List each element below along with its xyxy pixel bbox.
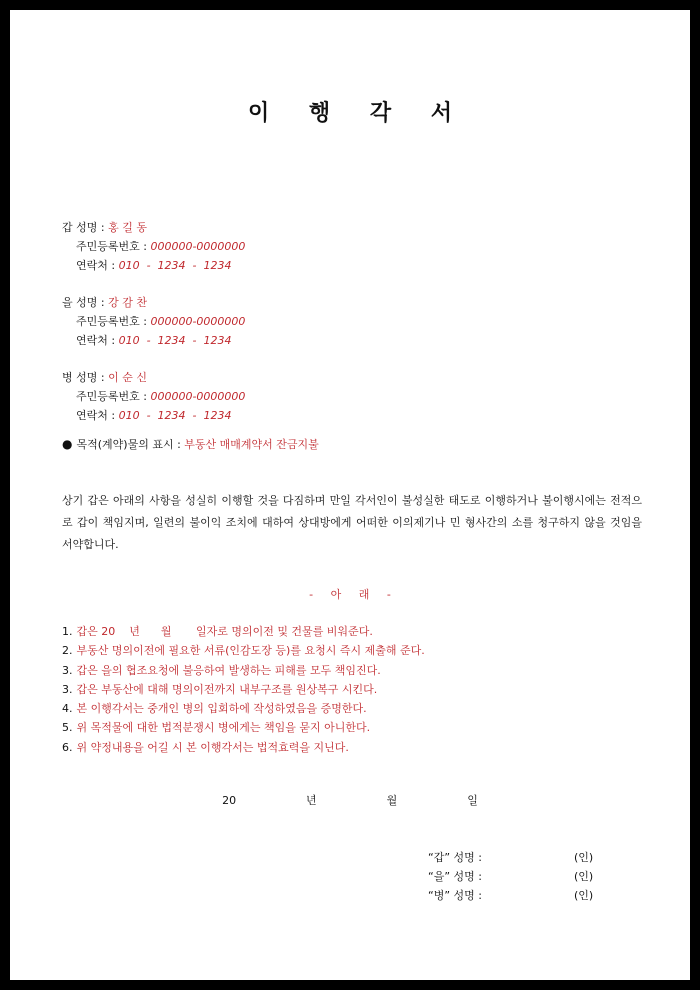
list-item: 4. 본 이행각서는 중개인 병의 입회하에 작성하였음을 증명한다.	[62, 702, 367, 716]
signature-row	[428, 886, 604, 905]
signature-row	[428, 867, 604, 886]
pledge-paragraph: 상기 갑은 아래의 사항을 성실히 이행할 것을 다짐하며 만일 각서인이 불성실한 태도로 이행하거나 불이행시에는 전적으로 갑이 책임지며, 일련의 불이익 조치에 대하여 상대방에게 어떠한 이의제기나 민 형사간의 소를 청구하지 않을 것임을 서약합니다.	[62, 494, 642, 551]
party-id-line	[62, 237, 245, 256]
party-name-label: 갑 성명 :	[62, 221, 109, 234]
signature-block	[428, 848, 604, 905]
signature-label: “병” 성명 :	[428, 889, 482, 902]
party-name-label: 을 성명 :	[62, 296, 109, 309]
seal-mark: (인)	[574, 851, 594, 864]
party-id-number: 000000-0000000	[150, 240, 246, 253]
party-eul	[62, 293, 245, 350]
party-contact-label: 연락처 :	[76, 334, 119, 347]
party-id-label: 주민등록번호 :	[76, 315, 151, 328]
bullet-icon: ●	[62, 437, 73, 451]
list-item: 1. 갑은 20 년 월 일자로 명의이전 및 건물를 비워준다.	[62, 625, 373, 638]
party-id-label: 주민등록번호 :	[76, 390, 151, 403]
purpose-line	[62, 436, 319, 452]
terms-list	[62, 622, 425, 757]
party-id-line	[62, 312, 245, 331]
document-page	[10, 10, 690, 980]
party-contact: 010 - 1234 - 1234	[118, 334, 232, 347]
list-item: 3. 갑은 을의 협조요청에 불응하여 발생하는 피해를 모두 책임진다.	[62, 663, 381, 677]
signature-label: “을” 성명 :	[428, 870, 482, 883]
party-contact-label: 연락처 :	[76, 409, 119, 422]
party-id-number: 000000-0000000	[150, 390, 246, 403]
party-id-number: 000000-0000000	[150, 315, 246, 328]
party-contact: 010 - 1234 - 1234	[118, 259, 232, 272]
section-heading: - 아 래 -	[309, 588, 391, 601]
party-contact-line	[62, 331, 245, 350]
list-item: 5. 위 목적물에 대한 법적분쟁시 병에게는 책임을 묻지 아니한다.	[62, 721, 371, 735]
party-id-line	[62, 387, 245, 406]
party-name: 강 감 찬	[108, 296, 147, 309]
seal-mark: (인)	[574, 889, 594, 902]
party-name-line	[62, 368, 245, 387]
signature-row	[428, 848, 604, 867]
signature-label: “갑” 성명 :	[428, 851, 482, 864]
list-item: 6. 위 약정내용을 어길 시 본 이행각서는 법적효력을 지닌다.	[62, 740, 349, 754]
party-byeong	[62, 368, 245, 425]
list-item: 3. 갑은 부동산에 대해 명의이전까지 내부구조를 원상복구 시킨다.	[62, 682, 378, 696]
party-contact-line	[62, 406, 245, 425]
party-gap	[62, 218, 245, 275]
party-name: 홍 길 동	[108, 221, 147, 234]
party-name-line	[62, 218, 245, 237]
party-contact-line	[62, 256, 245, 275]
party-name-label: 병 성명 :	[62, 371, 109, 384]
party-name-line	[62, 293, 245, 312]
party-name: 이 순 신	[108, 371, 147, 384]
purpose-value: 부동산 매매계약서 잔금지불	[184, 438, 319, 451]
list-item: 2. 부동산 명의이전에 필요한 서류(인감도장 등)를 요청시 즉시 제출해 준다.	[62, 644, 425, 658]
party-contact-label: 연락처 :	[76, 259, 119, 272]
date-line: 20 년 월 일	[222, 794, 478, 807]
purpose-label: 목적(계약)물의 표시 :	[76, 438, 185, 451]
party-contact: 010 - 1234 - 1234	[118, 409, 232, 422]
party-id-label: 주민등록번호 :	[76, 240, 151, 253]
document-title: 이 행 각 서	[248, 101, 468, 126]
seal-mark: (인)	[574, 870, 594, 883]
